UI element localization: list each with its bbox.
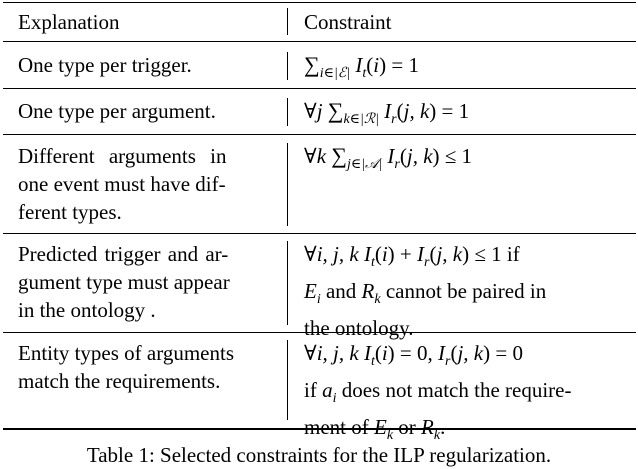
- row-5-explanation-line-1: Entity types of arguments: [18, 341, 234, 365]
- header-constraint: Constraint: [304, 10, 392, 34]
- row-rule-2: [3, 134, 636, 135]
- row-rule-1: [3, 88, 636, 89]
- row-3-constraint: ∀k $\sum_{j\in|𝒜|}$ $I_r(j$, k) ≤ 1: [304, 143, 473, 172]
- row-5-constraint-line-2: if $a_i$ does not match the require-: [304, 378, 572, 406]
- row-2-constraint: ∀j $\sum_{k\in|ℛ|}$ $I_r(j$, k) = 1: [304, 98, 470, 127]
- row-3-explanation-line-1: Different arguments in: [18, 144, 227, 168]
- row-5-constraint: [304, 339, 622, 450]
- row-4-explanation-line-1: Predicted trigger and ar-: [18, 242, 229, 266]
- col-separator-row-3: [287, 143, 288, 226]
- row-4-constraint: [304, 240, 622, 342]
- row-4-constraint-line-2: $E_i$ and $R_k$ cannot be paired in: [304, 279, 547, 307]
- row-3-explanation: [18, 142, 272, 226]
- row-rule-3: [3, 233, 636, 234]
- row-5-explanation: [18, 339, 272, 395]
- table-top-rule: [3, 2, 636, 3]
- row-4-explanation: [18, 240, 272, 324]
- row-5-constraint-line-3: ment of $E_k$ or $R_k$.: [304, 415, 446, 443]
- row-4-constraint-line-1: ∀i, j, k $I_t(i) + I_r(j$, k) ≤ 1 if: [304, 242, 520, 270]
- col-separator-row-5: [287, 340, 288, 420]
- header-explanation: Explanation: [18, 10, 120, 34]
- header-rule: [3, 41, 636, 42]
- col-separator-header: [287, 8, 288, 35]
- col-separator-row-2: [287, 98, 288, 126]
- row-4-constraint-line-3: the ontology.: [304, 316, 414, 340]
- row-4-explanation-line-3: in the ontology .: [18, 298, 156, 322]
- row-5-explanation-line-2: match the requirements.: [18, 369, 221, 393]
- row-4-explanation-line-2: gument type must appear: [18, 270, 230, 294]
- row-1-constraint: $\sum_{i\in|ℰ|}$ $I_t(i) = 1$: [304, 52, 419, 81]
- col-separator-row-4: [287, 241, 288, 325]
- row-3-explanation-line-2: one event must have dif-: [18, 172, 226, 196]
- row-1-explanation: One type per trigger.: [18, 53, 192, 77]
- table-caption: Table 1: Selected constraints for the ILP regularization.: [86, 443, 552, 467]
- col-separator-row-1: [287, 52, 288, 80]
- row-5-constraint-line-1: ∀i, j, k $I_t(i) = 0$, $I_r(j$, k) = 0: [304, 341, 523, 369]
- row-2-explanation: One type per argument.: [18, 99, 216, 123]
- row-3-explanation-line-3: ferent types.: [18, 200, 122, 224]
